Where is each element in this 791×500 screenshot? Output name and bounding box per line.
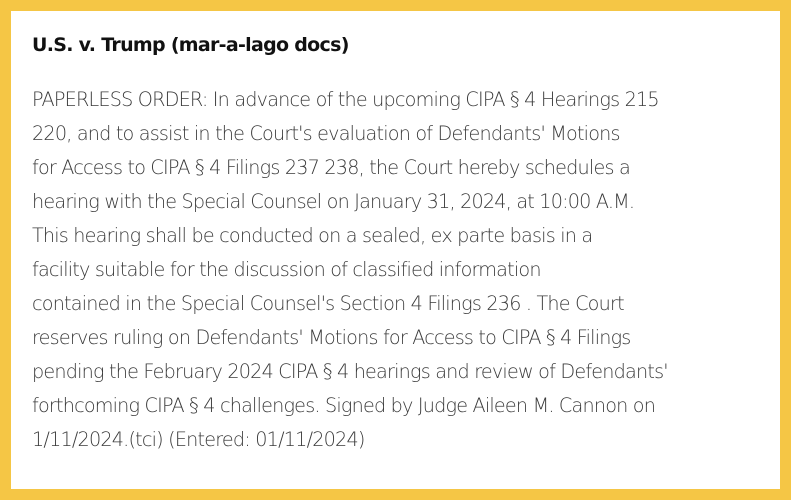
order-text-line: contained in the Special Counsel's Section 4 Filings 236 . The Court: [32, 292, 624, 315]
order-text-line: facility suitable for the discussion of classified information: [32, 258, 541, 281]
order-text: [32, 83, 760, 457]
order-text-line: 220, and to assist in the Court's evaluation of Defendants' Motions: [32, 122, 620, 145]
order-text-line: PAPERLESS ORDER: In advance of the upcoming CIPA § 4 Hearings 215: [32, 88, 659, 111]
case-title: U.S. v. Trump (mar-a-lago docs): [32, 34, 349, 56]
order-text-line: reserves ruling on Defendants' Motions for Access to CIPA § 4 Filings: [32, 326, 631, 349]
order-text-line: forthcoming CIPA § 4 challenges. Signed by Judge Aileen M. Cannon on: [32, 394, 656, 417]
order-text-line: hearing with the Special Counsel on January 31, 2024, at 10:00 A.M.: [32, 190, 635, 213]
docket-card: [11, 11, 780, 489]
order-text-line: This hearing shall be conducted on a sealed, ex parte basis in a: [32, 224, 593, 247]
order-text-line: for Access to CIPA § 4 Filings 237 238, the Court hereby schedules a: [32, 156, 630, 179]
order-text-line: 1/11/2024.(tci) (Entered: 01/11/2024): [32, 428, 365, 451]
order-text-line: pending the February 2024 CIPA § 4 hearings and review of Defendants': [32, 360, 668, 383]
